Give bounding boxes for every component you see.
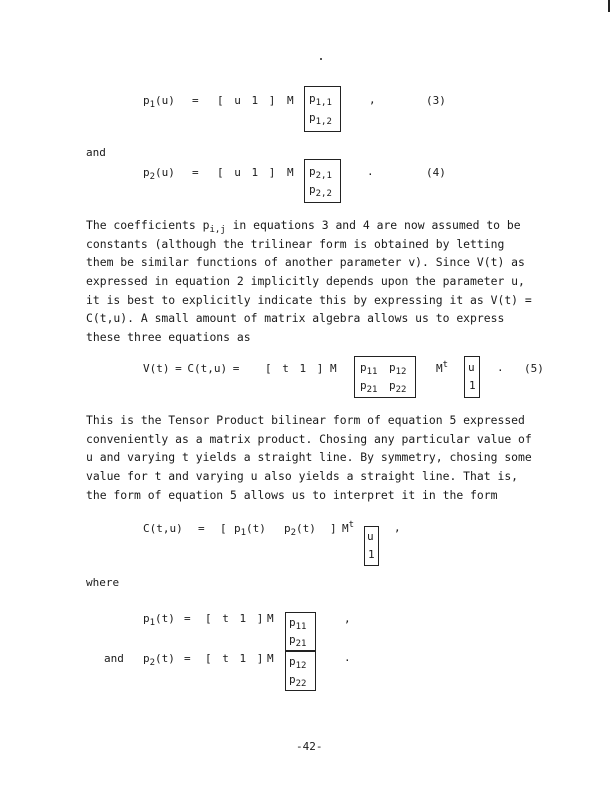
where-label: where — [86, 576, 120, 589]
eq6-u: u — [367, 530, 374, 543]
para1-line-2: constants (although the trilinear form is obtained by letting — [86, 236, 505, 251]
eq5-p12: $p_{12}$ — [389, 361, 407, 377]
margin-mark — [608, 0, 610, 12]
eq8-punct: . — [344, 651, 351, 664]
eq6-one: 1 — [368, 548, 375, 561]
eq5-matrix-M: M — [330, 362, 337, 375]
eq3-element-1: $p_{1,1}$ — [309, 92, 332, 108]
stray-mark — [320, 58, 322, 60]
eq5-one: 1 — [469, 379, 476, 392]
paragraph-1 — [86, 216, 556, 347]
para1-line-3: them be similar functions of another parameter v). Since V(t) as — [86, 255, 525, 270]
eq3-lhs: $p_1(u)$ — [143, 94, 175, 110]
para2-line-5: the form of equation 5 allows us to interpret it in the form — [86, 487, 498, 502]
para1-line-5: it is best to explicitly indicate this by expressing it as V(t) = — [86, 292, 532, 307]
eq4-element-1: $p_{2,1}$ — [309, 165, 332, 181]
para2-line-1: This is the Tensor Product bilinear form of equation 5 expressed — [86, 413, 525, 427]
eq4-number: (4) — [426, 166, 446, 179]
eq6-p1: $p_1(t)$ — [234, 522, 266, 538]
eq4-element-2: $p_{2,2}$ — [309, 183, 332, 199]
eq6-uv-column — [364, 526, 379, 566]
eq5-matrix-M-transpose: $M^t$ — [436, 360, 449, 375]
eq7-matrix-M: M — [267, 612, 274, 625]
eq5-p22: $p_{22}$ — [389, 379, 407, 395]
eq8-element-1: $p_{12}$ — [289, 655, 307, 671]
eq5-p21: $p_{21}$ — [360, 379, 378, 395]
eq3-column-matrix — [304, 86, 341, 132]
eq5-row-vector: [ t 1 ] — [265, 362, 324, 375]
para1-line-7: these three equations as — [86, 330, 251, 345]
eq6-punct: , — [394, 521, 401, 534]
eq8-column-matrix — [285, 651, 316, 691]
para2-line-2: conveniently as a matrix product. Chosing any particular value of — [86, 431, 532, 446]
eq3-punct: , — [369, 93, 376, 106]
eq5-p-matrix — [354, 356, 416, 398]
eq4-matrix-M: M — [287, 166, 294, 179]
eq7-punct: , — [344, 612, 351, 625]
eq5-punct: . — [497, 361, 504, 374]
para1-line-1: The coefficients $p_{i,j}$ in equations 3 and 4 are now assumed to be — [86, 218, 521, 235]
eq3-element-2: $p_{1,2}$ — [309, 111, 332, 127]
eq8-matrix-M: M — [267, 652, 274, 665]
eq4-punct: . — [367, 165, 374, 178]
paragraph-2 — [86, 411, 556, 504]
eq3-row-vector: [ u 1 ] — [217, 94, 276, 107]
eq5-p11: $p_{11}$ — [360, 361, 378, 377]
and-label: and — [86, 146, 106, 159]
eq3-equals: = — [192, 94, 199, 107]
eq6-right-bracket: ] — [330, 522, 337, 535]
eq6-equals: = — [198, 522, 205, 535]
eq7-equals: = — [184, 612, 191, 625]
eq8-lhs: $p_2(t)$ — [143, 652, 175, 668]
para2-line-4: value for t and varying u also yields a straight line. That is, — [86, 469, 519, 484]
eq3-matrix-M: M — [287, 94, 294, 107]
eq7-column-matrix — [285, 612, 316, 651]
eq6-left-bracket: [ — [220, 522, 227, 535]
eq4-row-vector: [ u 1 ] — [217, 166, 276, 179]
eq6-lhs: C(t,u) — [143, 522, 183, 535]
para1-line-6: C(t,u). A small amount of matrix algebra allows us to express — [86, 311, 505, 326]
eq7-element-1: $p_{11}$ — [289, 616, 307, 632]
eq3-number: (3) — [426, 94, 446, 107]
eq7-row-vector: [ t 1 ] — [205, 612, 264, 625]
para2-line-3: u and varying t yields a straight line. By symmetry, chosing some — [86, 450, 532, 465]
eq5-lhs: V(t) = C(t,u) = — [143, 362, 240, 375]
eq6-p2: $p_2(t)$ — [284, 522, 316, 538]
para1-line-4: expressed in equation 2 implicitly depends upon the parameter u, — [86, 274, 525, 289]
eq8-equals: = — [184, 652, 191, 665]
eq7-lhs: $p_1(t)$ — [143, 612, 175, 628]
eq6-matrix-M-transpose: $M^t$ — [342, 520, 355, 535]
eq5-number: (5) — [524, 362, 544, 375]
eq5-uv-column — [464, 356, 480, 398]
eq7-element-2: $p_{21}$ — [289, 633, 307, 649]
eq8-and: and — [104, 652, 124, 665]
eq4-equals: = — [192, 166, 199, 179]
eq8-row-vector: [ t 1 ] — [205, 652, 264, 665]
page-number: -42- — [296, 740, 323, 753]
eq4-lhs: $p_2(u)$ — [143, 166, 175, 182]
eq4-column-matrix — [304, 159, 341, 203]
eq5-u: u — [468, 361, 475, 374]
eq8-element-2: $p_{22}$ — [289, 673, 307, 689]
